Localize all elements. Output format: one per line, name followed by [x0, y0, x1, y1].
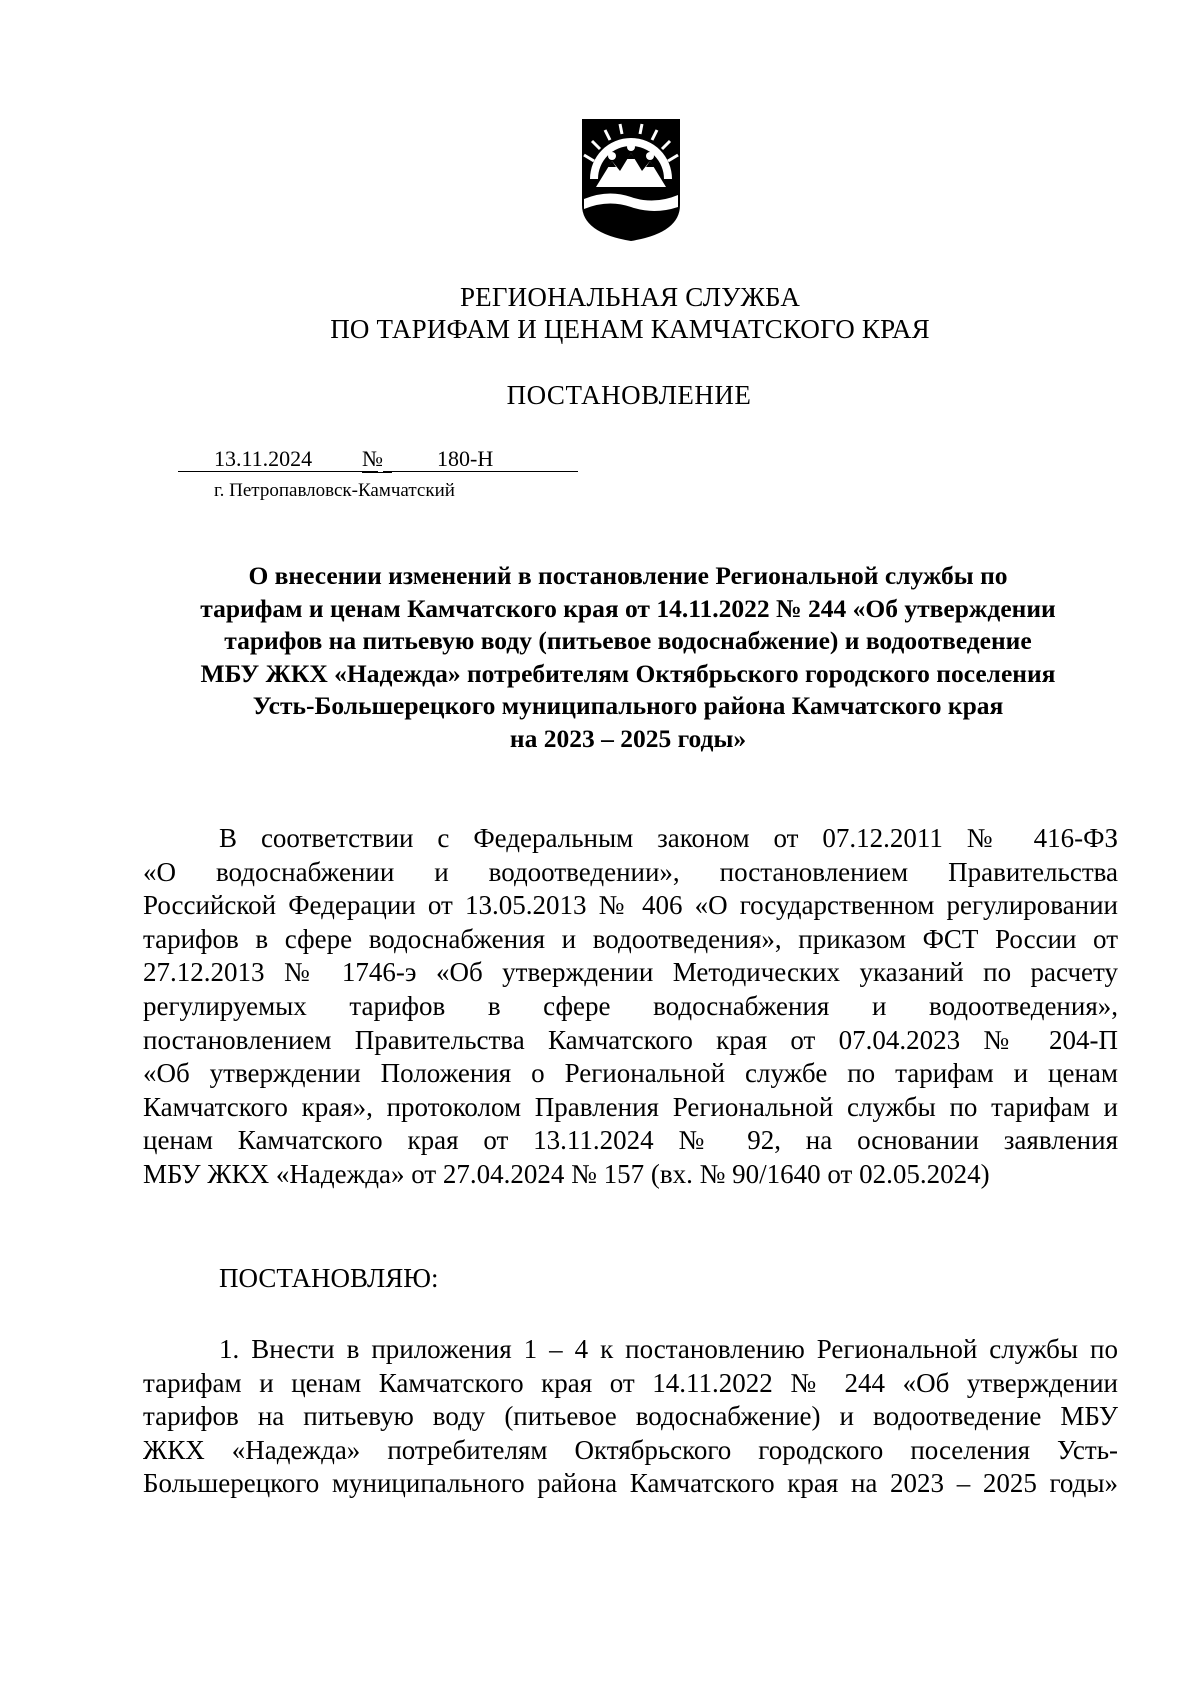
text-line: тарифов на питьевую воду (питьевое водоснабжение) и водоотведение МБУ [143, 1401, 1118, 1432]
title-line: МБУ ЖКХ «Надежда» потребителям Октябрьского городского поселения [200, 658, 1056, 688]
document-date: 13.11.2024 [178, 446, 378, 472]
text-line: ЖКХ «Надежда» потребителям Октябрьского городского поселения Усть- [143, 1434, 1118, 1465]
coat-of-arms-icon [578, 115, 684, 243]
text-line: тарифам и ценам Камчатского края от 14.11.2022 № 244 «Об утверждении [143, 1367, 1118, 1398]
title-line: тарифов на питьевую воду (питьевое водоснабжение) и водоотведение [224, 626, 1032, 655]
title-line: тарифам и ценам Камчатского края от 14.11.2022 № 244 «Об утверждении [200, 593, 1056, 623]
title-line: О внесении изменений в постановление Региональной службы по [248, 561, 1008, 590]
title-line: на 2023 – 2025 годы» [509, 723, 747, 753]
registration-line [178, 446, 588, 474]
title-line: Усть-Большерецкого муниципального района Камчатского края [252, 691, 1004, 720]
number-sign: № [362, 446, 392, 473]
city: г. Петропавловск-Камчатский [214, 480, 455, 501]
organization-name-line-2: ПО ТАРИФАМ И ЦЕНАМ КАМЧАТСКОГО КРАЯ [330, 314, 930, 344]
item-1-paragraph [143, 1333, 1118, 1501]
text-line: ценам Камчатского края от 13.11.2024 № 92, на основании заявления [143, 1125, 1118, 1156]
document-number: 180-Н [383, 446, 578, 472]
text-line: Российской Федерации от 13.05.2013 № 406 «О государственном регулировании [143, 890, 1118, 921]
text-line: Камчатского края», протоколом Правления Региональной службы по тарифам и [143, 1091, 1118, 1122]
organization-name-line-1: РЕГИОНАЛЬНАЯ СЛУЖБА [459, 282, 801, 312]
text-line: «Об утверждении Положения о Региональной службе по тарифам и ценам [143, 1058, 1118, 1089]
preamble-paragraph [143, 822, 1118, 1192]
text-line: тарифов в сфере водоснабжения и водоотведения», приказом ФСТ России от [143, 923, 1118, 954]
text-line: Большерецкого муниципального района Камчатского края на 2023 – 2025 годы» [143, 1468, 1118, 1499]
text-line: МБУ ЖКХ «Надежда» от 27.04.2024 № 157 (вх. № 90/1640 от 02.05.2024) [143, 1158, 990, 1189]
document-type: ПОСТАНОВЛЕНИЕ [506, 380, 752, 410]
text-line: «О водоснабжении и водоотведении», постановлением Правительства [143, 856, 1118, 887]
text-line: В соответствии с Федеральным законом от 07.12.2011 № 416-ФЗ [219, 823, 1118, 853]
text-line: регулируемых тарифов в сфере водоснабжения и водоотведения», [143, 990, 1118, 1021]
document-title [138, 560, 1118, 755]
text-line: 1. Внести в приложения 1 – 4 к постановлению Региональной службы по [219, 1334, 1118, 1364]
text-line: постановлением Правительства Камчатского края от 07.04.2023 № 204-П [143, 1024, 1118, 1055]
text-line: 27.12.2013 № 1746-э «Об утверждении Методических указаний по расчету [143, 957, 1118, 988]
resolve-heading: ПОСТАНОВЛЯЮ: [219, 1263, 439, 1293]
